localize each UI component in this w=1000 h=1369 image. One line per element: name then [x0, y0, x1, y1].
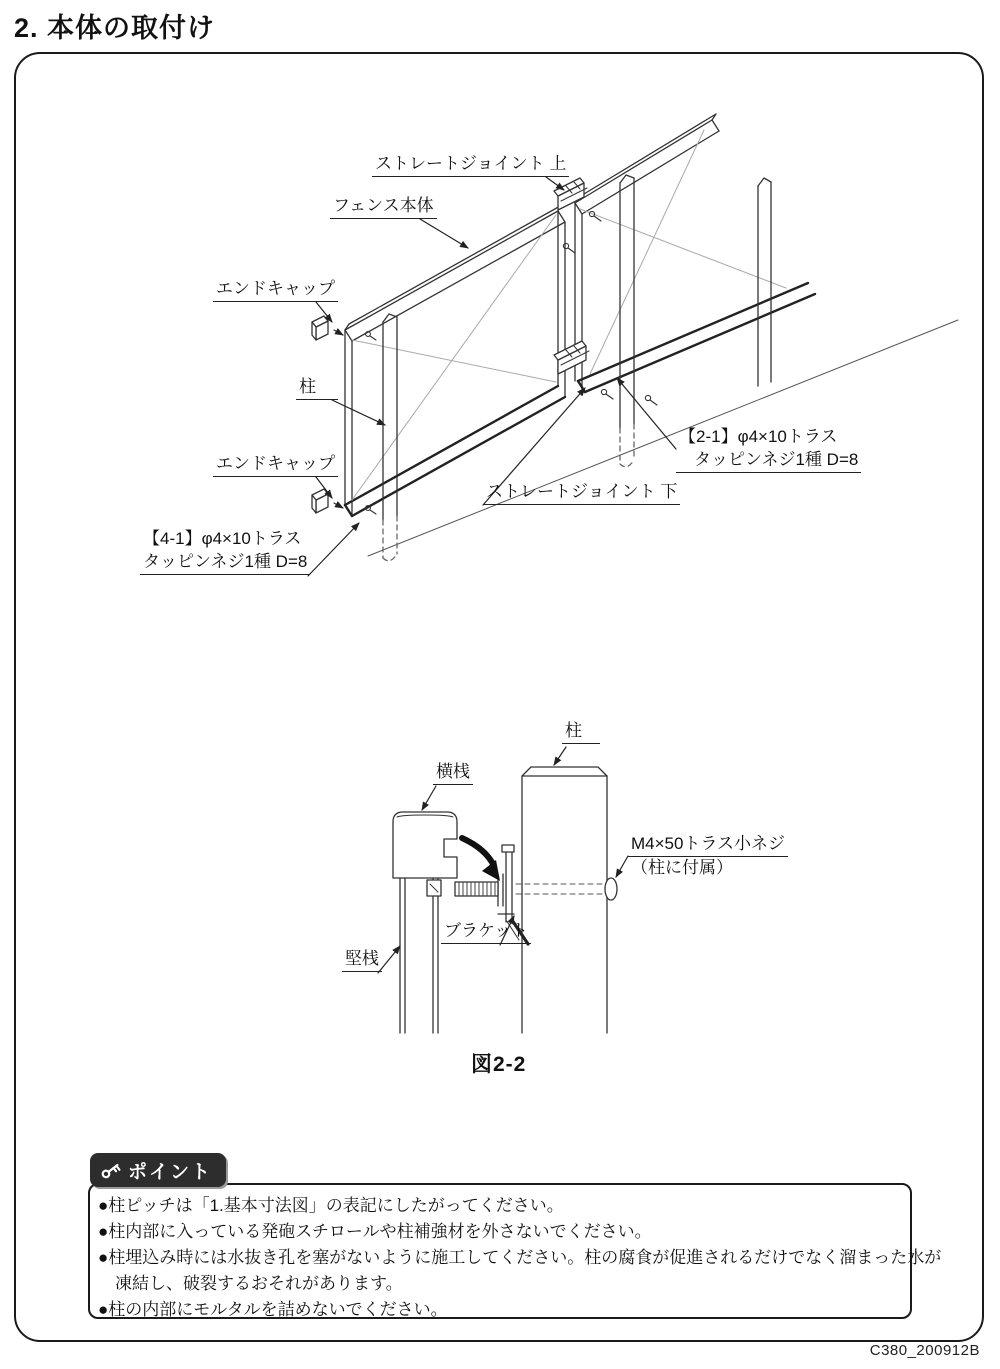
end-cap-top-part — [312, 316, 343, 340]
key-icon — [100, 1160, 122, 1180]
points-badge-label: ポイント — [128, 1161, 213, 1183]
label-screw-4-1 — [140, 528, 310, 575]
label-screw-2-1-line2: タッピンネジ1種 D=8 — [676, 449, 861, 473]
label-end-cap-top: エンドキャップ — [213, 278, 338, 302]
point-item: ●柱埋込み時には水抜き孔を塞がないように施工してください。柱の腐食が促進されるだけでなく溜まった水が — [98, 1248, 942, 1267]
bottom-rail-right — [578, 283, 815, 392]
label-straight-joint-top: ストレートジョイント 上 — [372, 153, 569, 177]
page-title: 2. 本体の取付け — [14, 13, 216, 43]
post-body — [522, 767, 607, 1033]
points-list — [98, 1193, 942, 1323]
point-item-continued: 凍結し、破裂するおそれがあります。 — [115, 1274, 403, 1293]
horizontal-rail-profile — [393, 812, 457, 878]
label-fence-body: フェンス本体 — [330, 195, 437, 219]
label-post-fig2: 柱 — [562, 720, 600, 744]
label-horizontal-rail: 横桟 — [433, 761, 473, 785]
points-badge — [90, 1153, 226, 1187]
top-rail-left — [345, 205, 565, 341]
point-item: ●柱ピッチは「1.基本寸法図」の表記にしたがってください。 — [98, 1196, 564, 1215]
vertical-rail-part — [400, 878, 441, 1033]
straight-joint-top-part — [554, 178, 587, 210]
post-middle — [620, 175, 634, 467]
label-screw-4-1-line1: 【4-1】φ4×10トラス — [143, 529, 302, 548]
straight-joint-bottom-part — [554, 341, 589, 374]
label-screw-2-1 — [676, 426, 861, 473]
label-post: 柱 — [296, 376, 338, 400]
label-bracket: ブラケット — [441, 920, 531, 944]
label-end-cap-bottom: エンドキャップ — [213, 453, 338, 477]
post-left — [383, 314, 397, 561]
screw-rod — [455, 882, 498, 896]
insertion-arrow — [462, 838, 500, 881]
point-item: ●柱の内部にモルタルを詰めないでください。 — [98, 1300, 448, 1319]
left-panel-frame — [345, 211, 565, 516]
label-m4-screw — [628, 833, 788, 880]
fence-assembly-drawing — [308, 114, 958, 576]
points-box — [88, 1183, 942, 1319]
figure-caption: 図2-2 — [471, 1053, 527, 1076]
label-screw-4-1-line2: タッピンネジ1種 D=8 — [140, 551, 310, 575]
label-m4-screw-line1: M4×50トラス小ネジ — [628, 833, 788, 857]
point-item: ●柱内部に入っている発砲スチロールや柱補強材を外さないでください。 — [98, 1222, 652, 1241]
top-rail-right — [575, 114, 719, 214]
label-m4-screw-line2: （柱に付属） — [631, 858, 733, 878]
doc-code: C380_200912B — [869, 1342, 980, 1359]
bracket-detail-drawing — [378, 747, 628, 1033]
label-screw-2-1-line1: 【2-1】φ4×10トラス — [679, 427, 838, 446]
ground-line — [368, 320, 958, 556]
label-straight-joint-bottom: ストレートジョイント 下 — [483, 481, 680, 505]
screw-head — [605, 878, 617, 900]
label-vertical-rail: 堅桟 — [342, 948, 382, 972]
